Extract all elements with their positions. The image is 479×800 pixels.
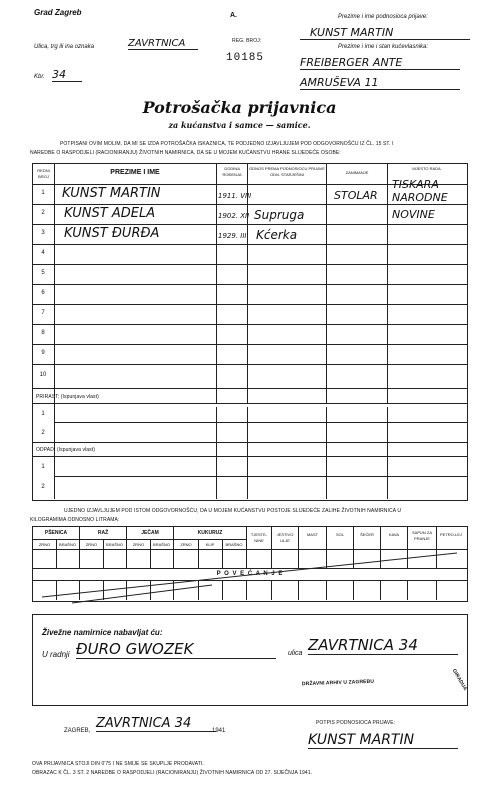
sub-col: BRAŠNO	[153, 542, 170, 547]
person-workplace: NOVINE	[392, 208, 435, 221]
section-letter: A.	[230, 12, 237, 19]
row-num: 4	[41, 250, 45, 256]
year-value: 1941	[212, 728, 226, 734]
sub-col: BRAŠNO	[225, 542, 243, 547]
sub-col: ZRNO	[180, 542, 192, 547]
person-year: 1902. XII	[218, 212, 250, 220]
single-col: ŠEĆER	[360, 532, 374, 537]
single-col: SOL	[335, 532, 344, 537]
person-occupation: STOLAR	[334, 189, 378, 202]
strike-lines	[32, 545, 467, 605]
shop-label: U radnji	[42, 650, 70, 659]
sub-col: BRAŠNO	[106, 542, 123, 547]
single-col: MAST	[306, 532, 319, 537]
row-num: 1	[41, 411, 45, 417]
row-num: 1	[41, 464, 45, 470]
person-name: KUNST MARTIN	[62, 186, 161, 201]
arrival-label: PRIRAST: (Ispunjava vlast)	[36, 394, 99, 400]
col-relation-header: ODNOS PREMA PODNOSIOCU PRIJAVE ODN. STARJEŠINI	[249, 166, 325, 177]
single-col: TJESTE-NINE	[250, 532, 268, 543]
place-label: ZAGREB,	[64, 728, 91, 734]
archive-stamp: DRŽAVNI ARHIV U ZAGREBU	[301, 678, 375, 688]
group-header: RAŽ	[97, 530, 109, 536]
applicant-value: KUNST MARTIN	[300, 26, 470, 40]
row-num: 5	[41, 270, 45, 276]
row-num: 2	[41, 484, 45, 490]
row-num: 8	[41, 330, 45, 336]
owner-value: FREIBERGER ANTE	[300, 56, 460, 70]
form-subtitle: za kućanstva i samce — samice.	[168, 120, 311, 130]
applicant-label: Prezime i ime podnosioca prijave:	[338, 14, 428, 20]
row-num: 3	[41, 230, 45, 236]
sub-col: ZRNO	[132, 542, 145, 547]
shop-value: ĐURO GWOZEK	[76, 640, 276, 659]
row-num: 9	[41, 350, 45, 356]
supply-label: Živežne namirnice nabavljat ću:	[42, 628, 163, 637]
person-relation: Kćerka	[256, 228, 298, 242]
supply-street-value: ZAVRTNICA 34	[308, 636, 458, 655]
row-num: 6	[41, 290, 45, 296]
person-name: KUNST ĐURĐA	[64, 226, 160, 241]
row-num: 2	[41, 430, 45, 436]
single-col: KAVA	[388, 532, 400, 537]
single-col: PETRO-LEJ	[439, 532, 462, 537]
person-year: 1911. VIII	[218, 192, 252, 200]
stock-line-1: UJEDNO IZJAVLJUJEM POD ISTOM ODGOVORNOŠĆU, DA U MOJEM KUĆANSTVU POSTOJE SLIJEDEĆE ZALIHE ŽIVOTNIH NAMIRNICA U	[64, 508, 402, 514]
intro-line-2: NAREDBE O RASPODJELI (RACIONIRANJU) ŽIVOTNIH NAMIRNICA, DA SE U MOJEM KUĆANSTVU HRANE SLIJEDEĆE OSOBE:	[30, 150, 341, 156]
sub-col: KLIP	[205, 542, 215, 547]
group-header: PŠENICA	[44, 530, 68, 536]
house-label: Kbr.	[34, 74, 45, 80]
edge-stamp: GIRADUA	[450, 668, 469, 692]
intro-line-1: POTPISANI OVIM MOLIM, DA MI SE IZDA POTROŠAČKA ISKAZNICA, TE PODJEDNO IZJAVLJUJEM POD ODGOVORNOŠĆU IZ ČL. 15 ST. I	[60, 141, 394, 147]
street-label: Ulica, trg ili ina oznaka	[34, 44, 95, 50]
person-workplace: TISKARA NARODNE	[392, 178, 448, 204]
footer-line-1: OVA PRIJAVNICA STOJI DIN 0'75 I NE SMIJE SE SKUPLJE PRODAVATI.	[32, 761, 204, 767]
col-name-header: PREZIME I IME	[110, 169, 160, 176]
sign-label: POTPIS PODNOSIOCA PRIJAVE:	[316, 720, 396, 726]
departure-label: ODPAD: (Ispunjava vlast)	[36, 447, 95, 453]
owner-label: Prezime i ime i stan kućevlasnika:	[338, 44, 429, 50]
person-year: 1929. III	[218, 232, 247, 240]
stock-line-2: KILOGRAMIMA ODNOSNO LITRAMA:	[30, 517, 120, 523]
reg-label: REG. BROJ:	[232, 38, 262, 44]
sub-col: BRAŠNO	[59, 542, 76, 547]
row-num: 10	[39, 372, 47, 378]
person-relation: Supruga	[254, 208, 305, 222]
house-value: 34	[52, 68, 82, 82]
place-value: ZAVRTNICA 34	[96, 716, 216, 732]
owner-address: AMRUŠEVA 11	[300, 76, 460, 90]
signature-value: KUNST MARTIN	[308, 732, 458, 749]
col-num-header: REDNI BROJ	[37, 168, 50, 179]
sub-col: ZRNO	[38, 542, 51, 547]
row-num: 2	[41, 210, 45, 216]
col-occupation-header: ZANIMANJE	[345, 170, 369, 175]
col-workplace-header: MJESTO RADA	[412, 166, 441, 171]
street-label-supply: ulica	[288, 650, 303, 657]
footer-line-2: OBRAZAC K ČL. 3 ST. 2 NAREDBE O RASPODJELI (RACIONIRANJU) ŽIVOTNIH NAMIRNICA OD 27. SIJEČNJA 1941.	[32, 770, 313, 776]
single-col: SAPUN ZA PRANJE	[411, 530, 432, 541]
row-num: 1	[41, 190, 45, 196]
increase-label: P O V E Ć A N J E	[216, 571, 284, 577]
person-name: KUNST ADELA	[64, 206, 156, 221]
street-value: ZAVRTNICA	[128, 38, 198, 50]
city-label: Grad Zagreb	[34, 8, 82, 17]
row-num: 7	[41, 310, 45, 316]
form-title: Potrošačka prijavnica	[142, 98, 337, 117]
group-header: JEČAM	[141, 530, 159, 536]
col-year-header: GODINA ROĐENJA	[222, 166, 242, 177]
sub-col: ZRNO	[85, 542, 98, 547]
group-header: KUKURUZ	[197, 530, 223, 536]
reg-number: 10185	[226, 52, 265, 64]
single-col: JESTIVO ULJE	[276, 532, 294, 543]
